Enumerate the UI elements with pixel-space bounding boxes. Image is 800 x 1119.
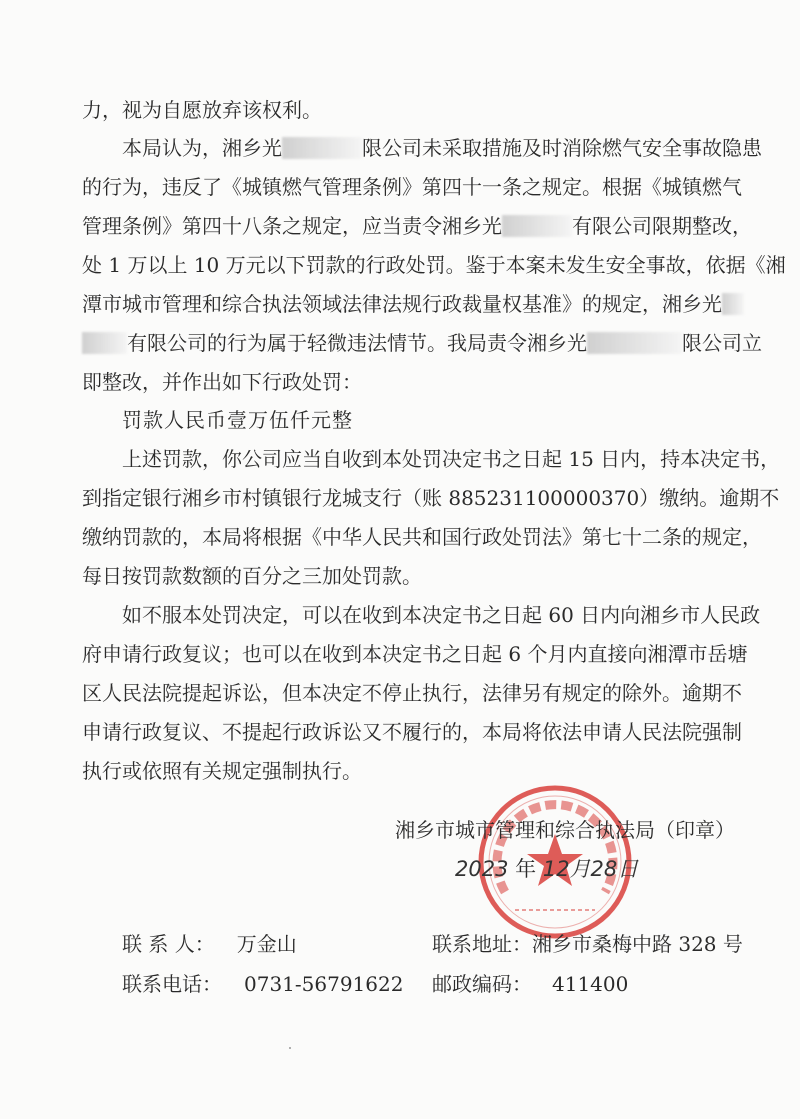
redaction: [82, 332, 127, 354]
redaction: [282, 137, 362, 159]
paragraph-line: [82, 170, 742, 204]
text: 执行或依照有关规定强制执行。: [82, 759, 362, 783]
scan-speck: [289, 1047, 291, 1049]
paragraph-line: [82, 481, 780, 515]
paragraph-line: [82, 93, 722, 127]
contact-postcode-value: 411400: [552, 972, 629, 996]
text: 管理条例》第四十八条之规定，应当责令湘乡光: [82, 214, 502, 238]
contact-postcode-label: 邮政编码：: [432, 972, 532, 996]
issue-date: [455, 852, 638, 886]
paragraph-line: [82, 365, 722, 399]
paragraph-line: [82, 637, 748, 671]
fine-amount: [82, 403, 722, 437]
redaction: [722, 293, 744, 315]
text: 如不服本处罚决定，可以在收到本决定书之日起 60 日内向湘乡市人民政: [122, 603, 761, 627]
date-year-suffix: 年: [515, 857, 537, 881]
paragraph-line: [82, 598, 761, 632]
contact-phone: [122, 969, 403, 999]
paragraph-line: [82, 131, 762, 165]
text: 本局认为，湘乡光: [122, 136, 282, 160]
contact-person: [122, 929, 297, 959]
contact-person-value: 万金山: [236, 932, 297, 956]
paragraph-line: [82, 248, 786, 282]
contact-phone-value: 0731-56791622: [244, 972, 404, 996]
text: 限公司立: [682, 331, 762, 355]
text: 限公司未采取措施及时消除燃气安全事故隐患: [362, 136, 762, 160]
issuer-signature: 湘乡市城市管理和综合执法局（印章）: [395, 818, 735, 842]
redaction: [502, 215, 572, 237]
text: 申请行政复议、不提起行政诉讼又不履行的，本局将依法申请人民法院强制: [82, 720, 742, 744]
text: 有限公司的行为属于轻微违法情节。我局责令湘乡光: [127, 331, 587, 355]
text: 有限公司限期整改，: [572, 214, 752, 238]
text: 罚款人民币壹万伍仟元整: [122, 408, 353, 432]
paragraph-line: [82, 676, 742, 710]
contact-address-label: 联系地址：: [432, 932, 532, 956]
paragraph-line: [82, 715, 742, 749]
contact-address: [432, 929, 743, 959]
text: 力，视为自愿放弃该权利。: [82, 98, 322, 122]
text: 到指定银行湘乡市村镇银行龙城支行（账 885231100000370）缴纳。逾期不: [82, 486, 780, 510]
text: 府申请行政复议；也可以在收到本决定书之日起 6 个月内直接向湘潭市岳塘: [82, 642, 748, 666]
paragraph-line: [82, 442, 781, 476]
text: 潭市城市管理和综合执法领域法律法规行政裁量权基准》的规定，湘乡光: [82, 292, 722, 316]
paragraph-line: [82, 287, 722, 321]
text: 上述罚款，你公司应当自收到本处罚决定书之日起 15 日内，持本决定书，: [122, 447, 781, 471]
date-year: 2023: [455, 857, 509, 881]
text: 的行为，违反了《城镇燃气管理条例》第四十一条之规定。根据《城镇燃气: [82, 175, 742, 199]
text: 每日按罚款数额的百分之三加处罚款。: [82, 564, 422, 588]
date-day: 12月28日: [542, 857, 639, 881]
paragraph-line: [82, 520, 762, 554]
redaction: [587, 332, 682, 354]
text: 处 1 万以上 10 万元以下罚款的行政处罚。鉴于本案未发生安全事故，依据《湘: [82, 253, 786, 277]
contact-phone-label: 联系电话：: [122, 972, 222, 996]
contact-postcode: [432, 969, 628, 999]
contact-person-label: 联 系 人：: [122, 932, 215, 956]
contact-address-value: 湘乡市桑梅中路 328 号: [532, 932, 743, 956]
paragraph-line: [82, 326, 762, 360]
text: 区人民法院提起诉讼，但本决定不停止执行，法律另有规定的除外。逾期不: [82, 681, 742, 705]
text: 缴纳罚款的，本局将根据《中华人民共和国行政处罚法》第七十二条的规定，: [82, 525, 762, 549]
paragraph-line: [82, 209, 752, 243]
paragraph-line: [82, 559, 722, 593]
text: 即整改，并作出如下行政处罚：: [82, 370, 362, 394]
